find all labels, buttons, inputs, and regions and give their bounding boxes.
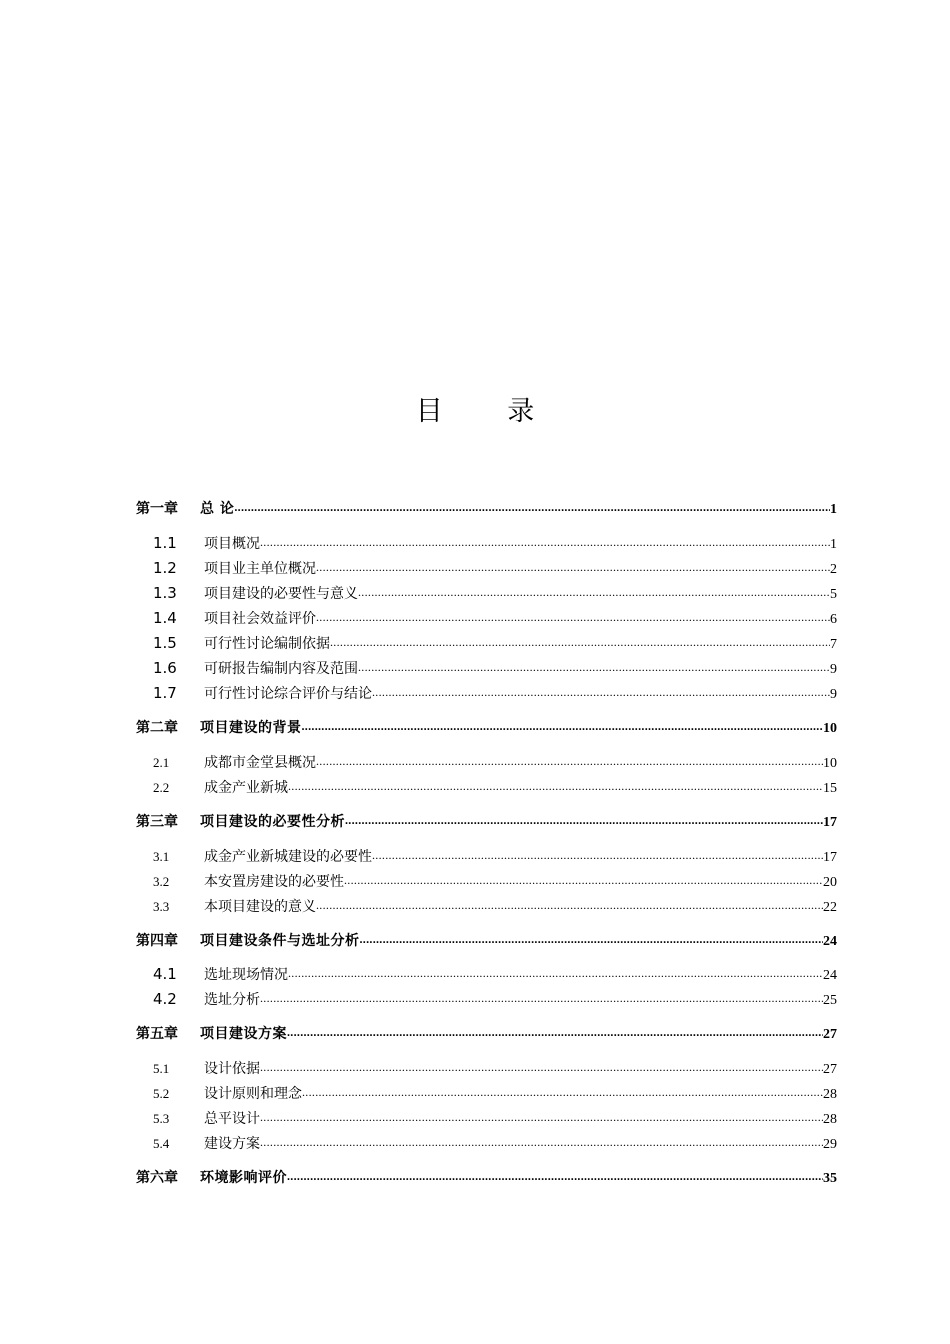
toc-dot-leader <box>316 753 823 767</box>
toc-entry-title: 成金产业新城建设的必要性 <box>204 849 372 865</box>
toc-chapter-entry[interactable] <box>136 717 837 739</box>
toc-dot-leader <box>302 718 824 732</box>
toc-section-entry[interactable] <box>136 608 837 630</box>
toc-page-number: 15 <box>823 781 837 796</box>
toc-section-number: 1.7 <box>153 684 177 702</box>
toc-page-number: 7 <box>830 637 837 652</box>
toc-page-number: 2 <box>830 562 837 577</box>
toc-section-number: 1.2 <box>153 559 177 577</box>
toc-chapter-label: 第二章 <box>136 720 178 736</box>
table-of-contents <box>136 0 837 1344</box>
toc-entry-title: 设计依据 <box>204 1061 260 1077</box>
toc-section-number: 1.4 <box>153 609 177 627</box>
toc-dot-leader <box>360 931 824 945</box>
toc-section-number: 5.2 <box>153 1086 170 1101</box>
toc-entry-title: 项目业主单位概况 <box>204 561 316 577</box>
page-title: 目 录 <box>415 396 563 427</box>
toc-section-number: 1.3 <box>153 584 177 602</box>
toc-entry-title: 成都市金堂县概况 <box>204 755 316 771</box>
toc-page-number: 17 <box>823 850 837 865</box>
toc-section-entry[interactable] <box>136 683 837 705</box>
toc-entry-title: 项目社会效益评价 <box>204 611 316 627</box>
toc-section-entry[interactable] <box>136 1083 837 1105</box>
toc-section-number: 5.3 <box>153 1111 170 1126</box>
toc-section-entry[interactable] <box>136 558 837 580</box>
toc-section-number: 3.3 <box>153 899 170 914</box>
toc-chapter-entry[interactable] <box>136 1167 837 1189</box>
toc-section-entry[interactable] <box>136 871 837 893</box>
toc-entry-title: 项目建设的必要性分析 <box>200 814 345 830</box>
toc-dot-leader <box>358 659 830 673</box>
toc-dot-leader <box>372 847 823 861</box>
toc-page-number: 17 <box>823 815 837 830</box>
toc-section-entry[interactable] <box>136 658 837 680</box>
toc-chapter-label: 第四章 <box>136 933 178 949</box>
toc-dot-leader <box>316 609 830 623</box>
toc-section-entry[interactable] <box>136 633 837 655</box>
toc-section-entry[interactable] <box>136 1133 837 1155</box>
toc-section-number: 1.6 <box>153 659 177 677</box>
toc-dot-leader <box>345 812 823 826</box>
toc-page-number: 9 <box>830 687 837 702</box>
toc-section-number: 2.1 <box>153 755 170 770</box>
toc-entry-title: 项目建设的背景 <box>200 720 302 736</box>
toc-page-number: 28 <box>823 1087 837 1102</box>
toc-dot-leader <box>372 684 830 698</box>
toc-entry-title: 建设方案 <box>204 1136 260 1152</box>
toc-dot-leader <box>260 1109 823 1123</box>
toc-dot-leader <box>260 1059 823 1073</box>
toc-page-number: 10 <box>823 721 837 736</box>
toc-dot-leader <box>288 778 823 792</box>
toc-dot-leader <box>287 1168 823 1182</box>
toc-section-entry[interactable] <box>136 777 837 799</box>
toc-dot-leader <box>302 1084 823 1098</box>
toc-entry-title: 项目概况 <box>204 536 260 552</box>
toc-page-number: 20 <box>823 875 837 890</box>
toc-page-number: 5 <box>830 587 837 602</box>
toc-page-number: 28 <box>823 1112 837 1127</box>
toc-chapter-entry[interactable] <box>136 498 837 520</box>
toc-dot-leader <box>316 897 823 911</box>
toc-section-number: 4.1 <box>153 965 177 983</box>
toc-entry-title: 项目建设方案 <box>200 1026 287 1042</box>
toc-section-entry[interactable] <box>136 583 837 605</box>
toc-page-number: 6 <box>830 612 837 627</box>
toc-dot-leader <box>260 990 823 1004</box>
toc-entry-title: 成金产业新城 <box>204 780 288 796</box>
toc-page-number: 9 <box>830 662 837 677</box>
toc-dot-leader <box>260 1134 823 1148</box>
toc-page-number: 27 <box>823 1062 837 1077</box>
toc-page-number: 1 <box>830 502 837 517</box>
toc-section-number: 5.4 <box>153 1136 170 1151</box>
toc-page-number: 24 <box>823 934 837 949</box>
toc-dot-leader <box>358 584 830 598</box>
toc-entry-title: 项目建设的必要性与意义 <box>204 586 358 602</box>
toc-entry-title: 可行性讨论编制依据 <box>204 636 330 652</box>
toc-section-entry[interactable] <box>136 964 837 986</box>
toc-entry-title: 选址现场情况 <box>204 967 288 983</box>
toc-dot-leader <box>344 872 823 886</box>
toc-entry-title: 总 论 <box>200 501 235 517</box>
toc-entry-title: 本安置房建设的必要性 <box>204 874 344 890</box>
toc-section-number: 3.1 <box>153 849 170 864</box>
toc-section-entry[interactable] <box>136 989 837 1011</box>
toc-chapter-label: 第五章 <box>136 1026 178 1042</box>
toc-entry-title: 环境影响评价 <box>200 1170 287 1186</box>
toc-chapter-entry[interactable] <box>136 930 837 952</box>
toc-chapter-label: 第六章 <box>136 1170 178 1186</box>
toc-chapter-label: 第三章 <box>136 814 178 830</box>
toc-entry-title: 总平设计 <box>204 1111 260 1127</box>
toc-section-number: 1.1 <box>153 534 177 552</box>
toc-chapter-entry[interactable] <box>136 1023 837 1045</box>
toc-dot-leader <box>234 499 830 513</box>
toc-entry-title: 可研报告编制内容及范围 <box>204 661 358 677</box>
toc-section-entry[interactable] <box>136 896 837 918</box>
toc-page-number: 22 <box>823 900 837 915</box>
toc-dot-leader <box>287 1024 823 1038</box>
toc-dot-leader <box>260 534 830 548</box>
toc-entry-title: 可行性讨论综合评价与结论 <box>204 686 372 702</box>
toc-section-number: 4.2 <box>153 990 177 1008</box>
toc-page-number: 1 <box>830 537 837 552</box>
toc-entry-title: 项目建设条件与选址分析 <box>200 933 360 949</box>
toc-chapter-label: 第一章 <box>136 501 178 517</box>
toc-page-number: 29 <box>823 1137 837 1152</box>
toc-page-number: 24 <box>823 968 837 983</box>
toc-chapter-entry[interactable] <box>136 811 837 833</box>
toc-section-number: 2.2 <box>153 780 170 795</box>
toc-dot-leader <box>330 634 830 648</box>
toc-entry-title: 本项目建设的意义 <box>204 899 316 915</box>
toc-dot-leader <box>288 965 823 979</box>
toc-page-number: 10 <box>823 756 837 771</box>
toc-section-number: 1.5 <box>153 634 177 652</box>
toc-section-entry[interactable] <box>136 846 837 868</box>
toc-page-number: 25 <box>823 993 837 1008</box>
toc-entry-title: 选址分析 <box>204 992 260 1008</box>
toc-section-entry[interactable] <box>136 533 837 555</box>
toc-section-entry[interactable] <box>136 752 837 774</box>
toc-page-number: 27 <box>823 1027 837 1042</box>
toc-entry-title: 设计原则和理念 <box>204 1086 302 1102</box>
toc-page-number: 35 <box>823 1171 837 1186</box>
toc-section-entry[interactable] <box>136 1058 837 1080</box>
toc-dot-leader <box>316 559 830 573</box>
toc-section-entry[interactable] <box>136 1108 837 1130</box>
toc-section-number: 5.1 <box>153 1061 170 1076</box>
toc-section-number: 3.2 <box>153 874 170 889</box>
